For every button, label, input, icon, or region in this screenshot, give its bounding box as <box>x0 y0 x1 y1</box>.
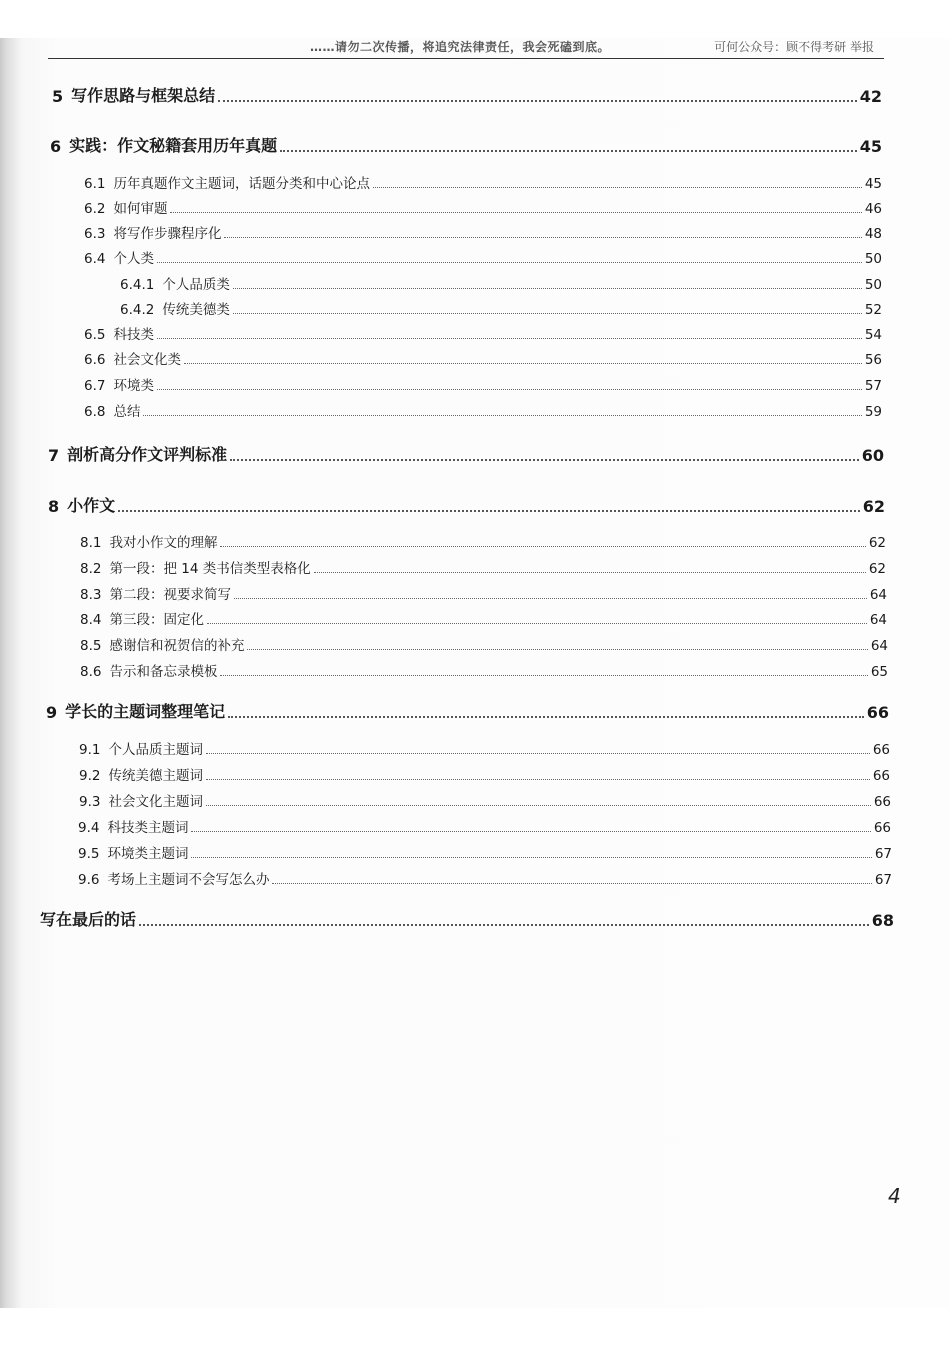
toc-leader-dots <box>228 715 864 718</box>
toc-entry <box>79 764 890 784</box>
toc-entry-number: 9.2 <box>79 768 101 784</box>
toc-entry-title: 传统美德主题词 <box>108 768 203 784</box>
toc-leader-dots <box>230 458 859 461</box>
toc-entry-title: 小作文 <box>67 496 116 515</box>
toc-entry-number: 6 <box>50 137 62 156</box>
toc-entry-page: 66 <box>873 820 891 836</box>
toc-leader-dots <box>224 236 861 238</box>
toc-entry-page: 46 <box>864 201 882 217</box>
toc-entry-title: 将写作步骤程序化 <box>113 226 222 242</box>
toc-entry-number: 8 <box>48 497 60 516</box>
toc-entry-number: 6.2 <box>84 201 106 217</box>
toc-entry <box>50 132 882 156</box>
toc-leader-dots <box>118 509 860 512</box>
toc-entry <box>84 222 882 242</box>
toc-entry <box>80 608 887 628</box>
toc-leader-dots <box>157 337 862 339</box>
toc-entry-title: 个人品质主题词 <box>108 742 203 758</box>
toc-leader-dots <box>139 923 869 926</box>
toc-entry <box>46 698 889 722</box>
toc-entry-number: 9.6 <box>78 872 100 888</box>
toc-entry <box>48 492 885 516</box>
toc-entry-title: 第二段：视要求简写 <box>109 587 231 603</box>
toc-leader-dots <box>184 362 862 364</box>
toc-leader-dots <box>233 287 862 289</box>
toc-entry-number: 8.2 <box>80 561 102 577</box>
toc-entry <box>78 868 892 888</box>
toc-entry-page: 64 <box>870 638 888 654</box>
toc-entry <box>84 348 882 368</box>
toc-leader-dots <box>234 597 867 599</box>
toc-entry-title: 写在最后的话 <box>40 910 137 929</box>
header-source: 可何公众号：顾不得考研 举报 <box>714 40 874 54</box>
toc-entry <box>40 906 894 930</box>
toc-entry-page: 45 <box>859 137 882 156</box>
toc-entry-number: 9.3 <box>79 794 101 810</box>
toc-entry <box>79 738 890 758</box>
toc-entry-title: 传统美德类 <box>162 302 230 318</box>
toc-entry-page: 57 <box>864 378 882 394</box>
toc-entry-number: 6.4.1 <box>120 277 155 293</box>
toc-entry-title: 历年真题作文主题词，话题分类和中心论点 <box>113 176 370 192</box>
toc-entry-page: 50 <box>864 277 882 293</box>
toc-entry-title: 社会文化主题词 <box>108 794 203 810</box>
toc-leader-dots <box>170 211 861 213</box>
toc-entry-title: 社会文化类 <box>113 352 181 368</box>
bottom-margin <box>0 1308 950 1345</box>
toc-entry-page: 59 <box>864 404 882 420</box>
toc-leader-dots <box>207 622 867 624</box>
toc-leader-dots <box>218 99 857 102</box>
toc-entry-number: 9.5 <box>78 846 100 862</box>
toc-leader-dots <box>220 545 865 547</box>
toc-entry <box>120 273 882 293</box>
toc-entry-number: 8.1 <box>80 535 102 551</box>
toc-entry-title: 总结 <box>113 404 141 420</box>
toc-entry-number: 9.4 <box>78 820 100 836</box>
toc-entry-number: 8.5 <box>80 638 102 654</box>
toc-entry-number: 9.1 <box>79 742 101 758</box>
toc-entry-number: 6.1 <box>84 176 106 192</box>
toc-leader-dots <box>280 149 857 152</box>
toc-leader-dots <box>157 261 862 263</box>
toc-entry-number: 8.3 <box>80 587 102 603</box>
page-number: 4 <box>888 1184 901 1208</box>
toc-entry-page: 62 <box>868 535 886 551</box>
toc-entry-page: 65 <box>870 664 888 680</box>
toc-entry-page: 67 <box>874 846 892 862</box>
toc-entry-number: 6.5 <box>84 327 106 343</box>
toc-entry-title: 写作思路与框架总结 <box>71 86 216 105</box>
toc-entry-title: 告示和备忘录模板 <box>109 664 218 680</box>
toc-leader-dots <box>206 778 870 780</box>
toc-entry-title: 学长的主题词整理笔记 <box>65 702 226 721</box>
toc-entry-title: 科技类 <box>113 327 154 343</box>
toc-entry-title: 环境类 <box>113 378 154 394</box>
toc-leader-dots <box>233 312 862 314</box>
toc-entry-page: 64 <box>869 612 887 628</box>
toc-entry <box>80 660 888 680</box>
toc-entry-page: 64 <box>869 587 887 603</box>
toc-entry <box>80 557 886 577</box>
toc-entry-number: 6.7 <box>84 378 106 394</box>
toc-entry-page: 67 <box>874 872 892 888</box>
toc-leader-dots <box>272 882 871 884</box>
toc-leader-dots <box>373 186 862 188</box>
toc-entry <box>84 172 882 192</box>
toc-entry <box>52 82 882 106</box>
toc-leader-dots <box>191 830 870 832</box>
toc-entry <box>80 531 886 551</box>
toc-entry-number: 6.4 <box>84 251 106 267</box>
toc-entry-number: 9 <box>46 703 58 722</box>
toc-entry <box>84 374 882 394</box>
page-header <box>48 38 884 59</box>
toc-entry-title: 实践：作文秘籍套用历年真题 <box>69 136 278 155</box>
toc-entry-title: 我对小作文的理解 <box>109 535 218 551</box>
toc-entry-page: 48 <box>864 226 882 242</box>
toc-entry-number: 6.4.2 <box>120 302 155 318</box>
toc-entry-page: 56 <box>864 352 882 368</box>
toc-entry-number: 6.8 <box>84 404 106 420</box>
toc-entry-page: 60 <box>861 446 884 465</box>
toc-entry-page: 66 <box>873 794 891 810</box>
toc-entry-page: 68 <box>871 911 894 930</box>
toc-entry-title: 科技类主题词 <box>107 820 189 836</box>
toc-entry-number: 7 <box>48 446 60 465</box>
toc-entry-title: 个人类 <box>113 251 154 267</box>
toc-entry-page: 62 <box>862 497 885 516</box>
toc-leader-dots <box>206 752 870 754</box>
toc-entry <box>80 583 887 603</box>
toc-entry-title: 第一段：把 14 类书信类型表格化 <box>109 561 311 577</box>
toc-entry-number: 5 <box>52 87 64 106</box>
toc-entry <box>120 298 882 318</box>
toc-entry-page: 45 <box>864 176 882 192</box>
toc-leader-dots <box>157 388 862 390</box>
toc-entry <box>84 247 882 267</box>
toc-entry <box>48 441 884 465</box>
toc-entry <box>78 816 891 836</box>
toc-entry <box>84 323 882 343</box>
toc-entry-title: 感谢信和祝贺信的补充 <box>109 638 245 654</box>
toc-entry-page: 54 <box>864 327 882 343</box>
toc-leader-dots <box>143 414 861 416</box>
toc-entry <box>79 790 891 810</box>
toc-entry-title: 第三段：固定化 <box>109 612 204 628</box>
toc-leader-dots <box>314 571 866 573</box>
toc-leader-dots <box>220 674 867 676</box>
toc-entry-page: 52 <box>864 302 882 318</box>
toc-entry-page: 62 <box>868 561 886 577</box>
toc-entry-page: 50 <box>864 251 882 267</box>
toc-entry-title: 剖析高分作文评判标准 <box>67 445 228 464</box>
toc-entry-page: 66 <box>866 703 889 722</box>
toc-entry <box>84 197 882 217</box>
toc-entry-title: 个人品质类 <box>162 277 230 293</box>
toc-entry-page: 66 <box>872 742 890 758</box>
toc-entry-title: 环境类主题词 <box>107 846 189 862</box>
toc-entry-title: 考场上主题词不会写怎么办 <box>107 872 270 888</box>
toc-entry <box>78 842 892 862</box>
toc-leader-dots <box>206 804 871 806</box>
header-notice: ……请勿二次传播，将追究法律责任，我会死磕到底。 <box>310 40 611 54</box>
toc-entry <box>84 400 882 420</box>
toc-leader-dots <box>191 856 871 858</box>
toc-entry-page: 66 <box>872 768 890 784</box>
toc-entry-number: 6.3 <box>84 226 106 242</box>
toc-entry-number: 8.6 <box>80 664 102 680</box>
toc-entry <box>80 634 888 654</box>
toc-leader-dots <box>247 648 867 650</box>
toc-entry-number: 6.6 <box>84 352 106 368</box>
toc-entry-title: 如何审题 <box>113 201 168 217</box>
toc-entry-page: 42 <box>859 87 882 106</box>
toc-entry-number: 8.4 <box>80 612 102 628</box>
